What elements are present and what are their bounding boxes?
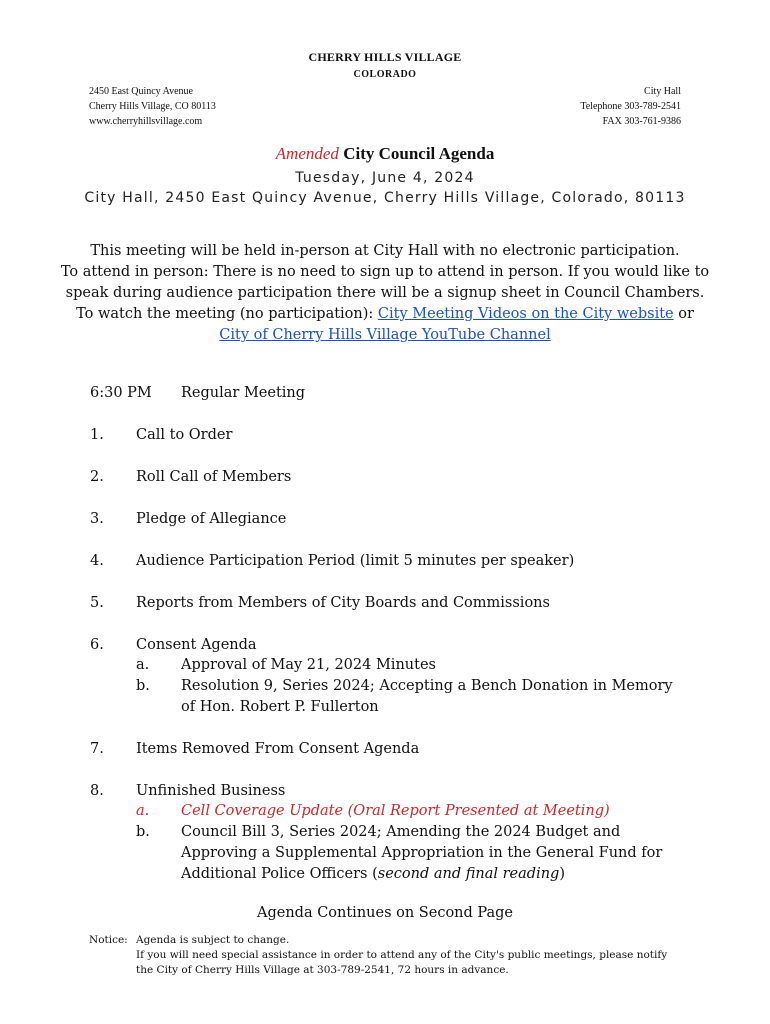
- item-number: 2.: [90, 469, 104, 485]
- item-number: 1.: [90, 427, 104, 443]
- agenda-title: City Council Agenda: [343, 144, 495, 163]
- agenda-item-pledge: Pledge of Allegiance: [136, 511, 287, 527]
- sub-item-minutes: Approval of May 21, 2024 Minutes: [181, 657, 436, 673]
- website: www.cherryhillsvillage.com: [89, 116, 203, 127]
- meeting-label: Regular Meeting: [181, 385, 306, 401]
- intro-or: or: [673, 306, 694, 322]
- council-bill-reading: second and final reading: [377, 866, 560, 882]
- notice-label: Notice:: [89, 934, 128, 946]
- address-city: Cherry Hills Village, CO 80113: [89, 101, 216, 112]
- agenda-item-reports: Reports from Members of City Boards and Commissions: [136, 595, 550, 611]
- letterhead-org: CHERRY HILLS VILLAGE: [308, 50, 462, 64]
- address-street: 2450 East Quincy Avenue: [89, 86, 193, 97]
- agenda-item-removed: Items Removed From Consent Agenda: [136, 741, 420, 757]
- notice-line-1: Agenda is subject to change.: [136, 934, 290, 946]
- agenda-item-call-to-order: Call to Order: [136, 427, 233, 443]
- sub-item-cell-coverage: Cell Coverage Update (Oral Report Presented at Meeting): [181, 803, 610, 819]
- sub-item-letter: b.: [136, 678, 150, 694]
- contact-fax: FAX 303-761-9386: [602, 116, 681, 127]
- intro-line-2: To attend in person: There is no need to sign up to attend in person. If you would like to speak during audience participation there will be a signup sheet in Council Chambers.: [60, 264, 710, 301]
- youtube-channel-link[interactable]: City of Cherry Hills Village YouTube Channel: [219, 327, 551, 343]
- contact-cityhall: City Hall: [644, 86, 681, 97]
- item-number: 6.: [90, 637, 104, 653]
- meeting-time: 6:30 PM: [90, 385, 152, 401]
- sub-item-letter: b.: [136, 824, 150, 840]
- intro-line-3: [60, 304, 710, 346]
- sub-item-letter: a.: [136, 657, 150, 673]
- city-videos-link[interactable]: City Meeting Videos on the City website: [377, 306, 674, 322]
- notice-body: [136, 933, 681, 978]
- sub-item-council-bill: [181, 822, 681, 885]
- agenda-item-roll-call: Roll Call of Members: [136, 469, 292, 485]
- sub-item-resolution: Resolution 9, Series 2024; Accepting a Bench Donation in Memory of Hon. Robert P. Fullerton: [181, 678, 673, 715]
- intro-line-1: This meeting will be held in-person at City Hall with no electronic participation.: [90, 243, 680, 259]
- contact-phone: Telephone 303-789-2541: [580, 101, 681, 112]
- item-number: 8.: [90, 783, 104, 799]
- address-block: [89, 84, 216, 129]
- item-number: 7.: [90, 741, 104, 757]
- agenda-item-consent: Consent Agenda: [136, 637, 257, 653]
- council-bill-tail: ): [559, 866, 565, 882]
- agenda-item-audience: Audience Participation Period (limit 5 minutes per speaker): [136, 553, 575, 569]
- agenda-item-unfinished: Unfinished Business: [136, 783, 286, 799]
- intro-watch-prefix: To watch the meeting (no participation):: [76, 306, 378, 322]
- notice-line-2: If you will need special assistance in order to attend any of the City's public meetings, please notify the City of Cherry Hills Village at 303-789-2541, 72 hours in advance.: [136, 949, 668, 976]
- continues-note: Agenda Continues on Second Page: [256, 905, 514, 921]
- meeting-date: Tuesday, June 4, 2024: [295, 170, 475, 186]
- meeting-location: City Hall, 2450 East Quincy Avenue, Cherry Hills Village, Colorado, 80113: [84, 190, 686, 206]
- page-title: [0, 144, 770, 164]
- contact-block: [580, 84, 681, 129]
- intro-block: [60, 241, 710, 346]
- amended-label: Amended: [275, 144, 339, 163]
- council-bill-text: Council Bill 3, Series 2024; Amending the 2024 Budget and Approving a Supplemental Appropriation in the General Fund for Additional Police Officers (: [181, 824, 663, 882]
- sub-item-letter: a.: [136, 803, 150, 819]
- item-number: 5.: [90, 595, 104, 611]
- item-number: 3.: [90, 511, 104, 527]
- letterhead-state: COLORADO: [353, 69, 417, 80]
- item-number: 4.: [90, 553, 104, 569]
